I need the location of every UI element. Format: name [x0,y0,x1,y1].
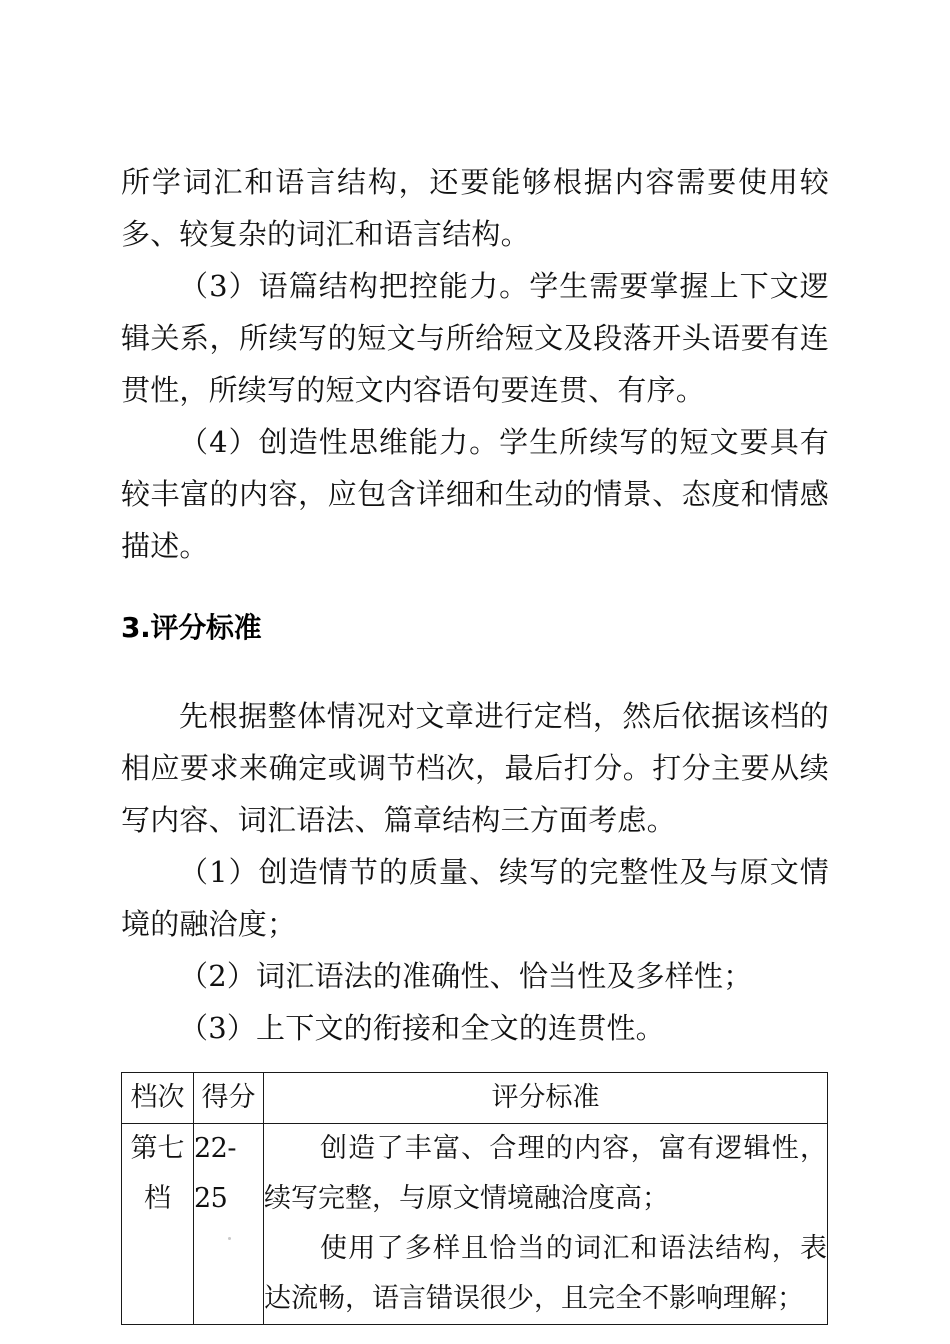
section-heading-scoring-criteria: 3.评分标准 [121,611,262,644]
table-header-row [122,1073,828,1124]
paragraph-item-4: （4）创造性思维能力。学生所续写的短文要具有较丰富的内容，应包含详细和生动的情景、态度和情感描述。 [121,425,829,563]
table-header-score: 得分 [194,1073,264,1124]
paragraph-criteria-3: （3）上下文的衔接和全文的连贯性。 [179,1011,665,1045]
paragraph-criteria-2: （2）词汇语法的准确性、恰当性及多样性； [179,959,753,993]
table-row [122,1124,828,1325]
table-cell-score: 22-25 [194,1124,264,1325]
table-cell-level: 第七档 [122,1124,194,1325]
paragraph-criteria-1: （1）创造情节的质量、续写的完整性及与原文情境的融洽度； [121,855,829,941]
spacer-before-table [121,1054,829,1072]
paragraph-item-3: （3）语篇结构把控能力。学生需要掌握上下文逻辑关系，所续写的短文与所给短文及段落开头语要有连贯性，所续写的短文内容语句要连贯、有序。 [121,269,829,407]
table-header-level: 档次 [122,1073,194,1124]
document-content [121,156,829,1325]
paragraph-continued: 所学词汇和语言结构，还要能够根据内容需要使用较多、较复杂的词汇和语言结构。 [121,165,829,251]
spacer-after-heading [121,654,829,690]
scoring-rubric-table [121,1072,828,1325]
scan-artifact-dot [228,1237,231,1240]
table-cell-criteria [264,1124,828,1325]
criteria-description-language: 使用了多样且恰当的词汇和语法结构，表达流畅，语言错误很少，且完全不影响理解； [264,1233,827,1314]
paragraph-scoring-intro: 先根据整体情况对文章进行定档，然后依据该档的相应要求来确定或调节档次，最后打分。打分主要从续写内容、词汇语法、篇章结构三方面考虑。 [121,699,829,837]
criteria-description-content: 创造了丰富、合理的内容，富有逻辑性，续写完整，与原文情境融洽度高； [264,1133,827,1214]
spacer-before-heading [121,572,829,602]
table-header-criteria: 评分标准 [264,1073,828,1124]
